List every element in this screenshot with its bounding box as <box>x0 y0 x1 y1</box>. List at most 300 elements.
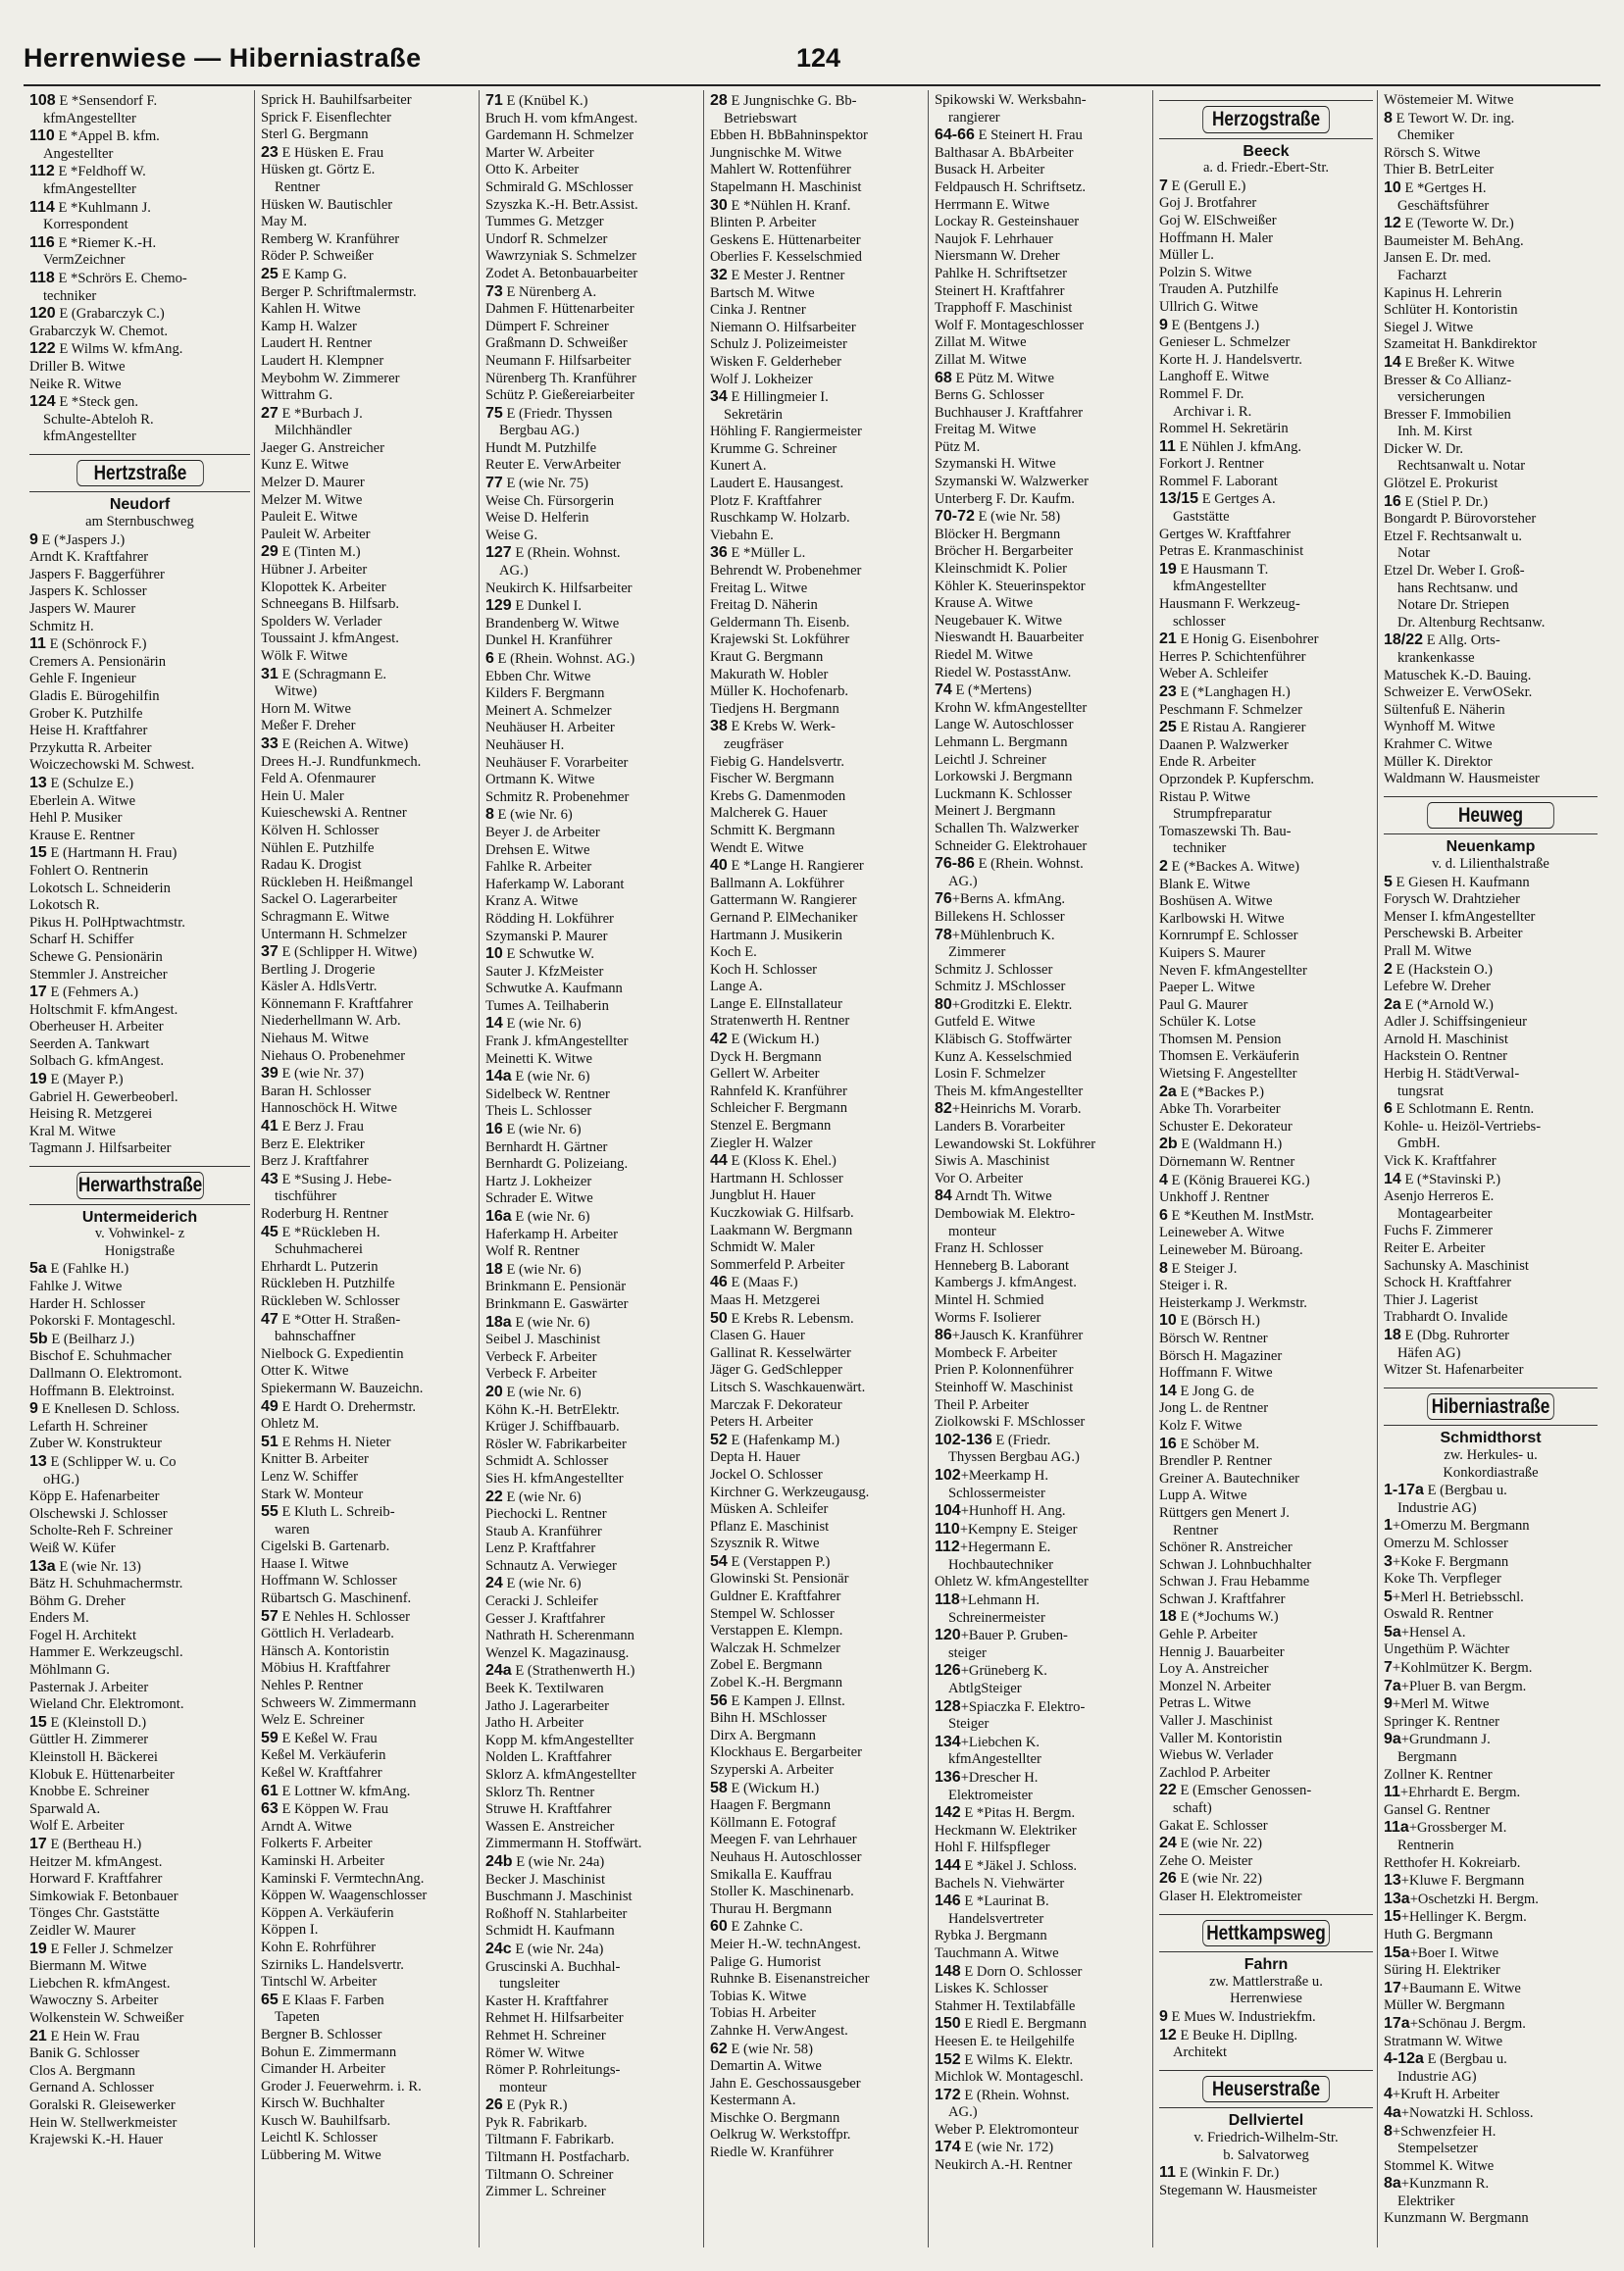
resident-entry: Tobias K. Witwe <box>710 1988 807 2004</box>
house-owner: E (wie Nr. 6) <box>502 1261 582 1278</box>
house-entry <box>29 775 250 793</box>
resident-entry: Szymanski H. Witwe <box>935 456 1056 473</box>
house-owner: E (Bergbau u. <box>1423 1483 1507 1499</box>
resident-entry: Eberlein A. Witwe <box>29 792 136 809</box>
house-owner: +Lehmann H. <box>959 1592 1040 1609</box>
resident-entry: Szysznik R. Witwe <box>710 1536 820 1552</box>
resident-entry: Tagmann J. Hilfsarbeiter <box>29 1140 172 1157</box>
continuation-line: techniker <box>1173 840 1227 857</box>
resident-entry: Michlok W. Montageschl. <box>935 2069 1084 2086</box>
house-number: 57 <box>261 1607 279 1625</box>
resident-entry: Oprzondek P. Kupferschm. <box>1159 771 1315 787</box>
house-number: 56 <box>710 1691 728 1709</box>
house-owner: E (wie Nr. 6) <box>511 1069 590 1085</box>
resident-entry: Neukirch A.-H. Rentner <box>935 2157 1073 2174</box>
resident-entry: Tomaszewski Th. Bau- <box>1159 823 1292 839</box>
continuation-line: Industrie AG) <box>1397 2068 1477 2085</box>
house-owner: E (Winkin F. Dr.) <box>1175 2165 1280 2182</box>
resident-entry: Scholte-Reh F. Schreiner <box>29 1523 173 1539</box>
house-entry <box>261 1608 475 1627</box>
continuation-line: Rentnerin <box>1397 1838 1454 1853</box>
resident-entry: Schallen Th. Walzwerker <box>935 820 1080 836</box>
resident-entry: Berz E. Elektriker <box>261 1136 365 1152</box>
resident-entry: Wolf F. Montageschlosser <box>935 317 1085 333</box>
continuation-line: Sekretärin <box>724 406 783 423</box>
resident-entry: Ungethüm P. Wächter <box>1384 1641 1510 1658</box>
resident-entry: Schmitt K. Bergmann <box>710 822 836 838</box>
house-number: 9a <box>1384 1731 1401 1748</box>
house-entry <box>29 340 250 359</box>
continuation-line: kfmAngestellter <box>43 429 136 445</box>
house-owner: E *Jäkel J. Schloss. <box>960 1857 1078 1874</box>
house-entry <box>1159 1782 1373 1800</box>
resident-entry: Kolz F. Witwe <box>1159 1417 1243 1434</box>
resident-entry: Jahn E. Geschossausgeber <box>710 2075 861 2092</box>
house-owner: +Heinrichs M. Vorarb. <box>951 1101 1082 1118</box>
house-number: 11 <box>1159 437 1176 455</box>
house-owner: E *Gertges H. <box>1400 179 1487 196</box>
resident-entry: Otto K. Arbeiter <box>485 162 580 178</box>
resident-entry: Klobuk E. Hüttenarbeiter <box>29 1766 175 1783</box>
resident-entry: Buchhauser J. Kraftfahrer <box>935 404 1084 421</box>
resident-entry: Undorf R. Schmelzer <box>485 230 608 247</box>
house-number: 14 <box>1384 1170 1401 1187</box>
house-entry <box>261 1434 475 1452</box>
house-entry <box>1384 493 1598 512</box>
resident-entry: Fohlert O. Rentnerin <box>29 862 149 879</box>
resident-entry: Bergner B. Schlosser <box>261 2026 382 2043</box>
resident-entry: Hackstein O. Rentner <box>1384 1048 1508 1065</box>
house-owner: E Tewort W. Dr. ing. <box>1392 110 1515 126</box>
house-entry <box>29 1836 250 1854</box>
resident-entry: Weise G. <box>485 527 538 543</box>
street-location-note: Herrenwiese <box>1230 1991 1302 2007</box>
resident-entry: Etzel Dr. Weber I. Groß- <box>1384 563 1525 580</box>
house-number: 4 <box>1384 2086 1393 2103</box>
resident-entry: Sies H. kfmAngestellter <box>485 1470 624 1487</box>
street-heading <box>1384 796 1598 835</box>
house-owner: E *Pitas H. Bergm. <box>960 1805 1076 1822</box>
street-heading <box>1159 2070 1373 2109</box>
resident-entry: Forysch W. Drahtzieher <box>1384 891 1521 908</box>
street-location-note: zw. Mattlerstraße u. <box>1209 1973 1323 1990</box>
house-number: 2a <box>1159 1083 1177 1100</box>
resident-entry: Mischke O. Bergmann <box>710 2109 840 2126</box>
resident-entry: Schmidt A. Schlosser <box>485 1453 609 1470</box>
resident-entry: Spiekermann W. Bauzeichn. <box>261 1380 424 1396</box>
resident-entry: Lenz W. Schiffer <box>261 1468 359 1485</box>
house-number: 14 <box>485 1015 503 1033</box>
house-entry <box>1384 2123 1598 2142</box>
resident-entry: Schmidt H. Kaufmann <box>485 1923 615 1940</box>
resident-entry: Hohl F. Hilfspfleger <box>935 1840 1050 1856</box>
resident-entry: Könnemann F. Kraftfahrer <box>261 995 413 1012</box>
continuation-line: Betriebswart <box>724 110 797 126</box>
resident-entry: Weise Ch. Fürsorgerin <box>485 492 615 509</box>
continuation-line: Steiger <box>948 1716 990 1733</box>
resident-entry: Jungblut H. Hauer <box>710 1187 816 1204</box>
resident-entry: Jatho J. Lagerarbeiter <box>485 1697 610 1714</box>
house-number: 19 <box>1159 560 1177 578</box>
resident-entry: Haferkamp W. Laborant <box>485 876 625 892</box>
resident-entry: Freitag M. Witwe <box>935 422 1037 438</box>
resident-entry: Frank J. kfmAngestellter <box>485 1034 629 1050</box>
house-entry <box>261 1730 475 1748</box>
house-owner: E (Teworte W. Dr.) <box>1400 216 1514 232</box>
house-entry <box>485 650 699 669</box>
house-number: 70-72 <box>935 508 975 526</box>
house-number: 120 <box>935 1627 961 1644</box>
house-owner: +Mühlenbruch K. <box>951 927 1055 943</box>
resident-entry: Gesser J. Kraftfahrer <box>485 1610 605 1627</box>
resident-entry: Busack H. Arbeiter <box>935 162 1045 178</box>
resident-entry: Sterl G. Bergmann <box>261 126 369 143</box>
resident-entry: Ohletz M. <box>261 1416 320 1433</box>
resident-entry: Mintel H. Schmied <box>935 1291 1044 1308</box>
resident-entry: Verbeck F. Arbeiter <box>485 1366 597 1383</box>
house-owner: E Breßer K. Witwe <box>1400 354 1515 371</box>
house-owner: E *Appel B. kfm. <box>54 128 160 145</box>
house-entry <box>485 92 699 111</box>
resident-entry: Bernhardt G. Polizeiang. <box>485 1156 629 1173</box>
resident-entry: Pokorski F. Montageschl. <box>29 1313 176 1330</box>
continuation-line: kfmAngestellter <box>43 180 136 197</box>
resident-entry: Börsch W. Rentner <box>1159 1330 1268 1346</box>
resident-entry: Meinert A. Schmelzer <box>485 702 612 719</box>
resident-entry: Jockel O. Schlosser <box>710 1466 823 1483</box>
resident-entry: Dallmann O. Elektromont. <box>29 1365 182 1382</box>
resident-entry: Demartin A. Witwe <box>710 2058 822 2075</box>
house-number: 6 <box>1159 1206 1168 1224</box>
resident-entry: Schmitz J. Schlosser <box>935 961 1053 978</box>
continuation-line: tischführer <box>275 1188 337 1205</box>
resident-entry: Liskes K. Schlosser <box>935 1981 1048 1997</box>
house-entry <box>261 1800 475 1819</box>
continuation-line: Milchhändler <box>275 423 352 439</box>
resident-entry: Bätz H. Schuhmachermstr. <box>29 1576 183 1592</box>
house-owner: E (Tinten M.) <box>278 544 361 561</box>
house-number: 13a <box>29 1557 56 1575</box>
resident-entry: Brinkmann E. Gaswärter <box>485 1295 629 1312</box>
house-entry <box>485 1575 699 1593</box>
house-owner: E Beuke H. Dipllng. <box>1176 2027 1298 2044</box>
house-number: 120 <box>29 305 56 323</box>
resident-entry: Schwan J. Frau Hebamme <box>1159 1574 1310 1590</box>
resident-entry: Zahnke H. VerwAngest. <box>710 2022 848 2039</box>
resident-entry: Wolf J. Lokheizer <box>710 371 813 387</box>
house-number: 17a <box>1384 2014 1410 2032</box>
house-number: 18/22 <box>1384 631 1424 649</box>
resident-entry: Menser I. kfmAngestellter <box>1384 908 1536 925</box>
resident-entry: Kleinstoll H. Bäckerei <box>29 1749 158 1766</box>
house-owner: E (Bergbau u. <box>1423 2051 1507 2068</box>
house-owner: E (Grabarczyk C.) <box>55 306 165 323</box>
resident-entry: Bertling J. Drogerie <box>261 961 376 978</box>
house-owner: E (Fahlke H.) <box>46 1261 129 1278</box>
resident-entry: Tönges Chr. Gaststätte <box>29 1905 160 1922</box>
resident-entry: Behrendt W. Probenehmer <box>710 563 862 580</box>
resident-entry: Biermann M. Witwe <box>29 1958 147 1975</box>
house-entry <box>485 806 699 825</box>
street-location-note: v. Vohwinkel- z <box>94 1226 185 1242</box>
resident-entry: Herrmann E. Witwe <box>935 196 1050 213</box>
resident-entry: Gellert W. Arbeiter <box>710 1066 820 1083</box>
house-owner: E Nühlen J. kfmAng. <box>1175 438 1302 455</box>
resident-entry: Kilders F. Bergmann <box>485 685 605 702</box>
resident-entry: Schneegans B. Hilfsarb. <box>261 596 400 613</box>
resident-entry: Lange W. Autoschlosser <box>935 717 1074 733</box>
resident-entry: Ehrhardt L. Putzerin <box>261 1258 379 1275</box>
resident-entry: Lockay R. Gesteinshauer <box>935 214 1080 230</box>
resident-entry: Arndt K. Kraftfahrer <box>29 549 149 566</box>
resident-entry: Trapphoff F. Maschinist <box>935 300 1073 317</box>
resident-entry: Feld A. Ofenmaurer <box>261 771 377 787</box>
resident-entry: Neukirch K. Hilfsarbeiter <box>485 580 633 596</box>
resident-entry: Koke Th. Verpfleger <box>1384 1571 1501 1588</box>
house-number: 112 <box>935 1539 960 1556</box>
house-entry <box>935 1892 1148 1911</box>
house-number: 12 <box>1159 2026 1177 2044</box>
house-entry <box>1384 1980 1598 1998</box>
resident-entry: Stempel W. Schlosser <box>710 1605 835 1622</box>
resident-entry: Köhn K.-H. BetrElektr. <box>485 1401 620 1418</box>
house-entry <box>29 2028 250 2046</box>
street-name: Hertzstraße <box>76 460 204 487</box>
resident-entry: Schwan J. Lohnbuchhalter <box>1159 1556 1312 1573</box>
house-owner: E *Keuthen M. InstMstr. <box>1167 1207 1315 1224</box>
resident-entry: Kornrumpf E. Schlosser <box>1159 928 1298 944</box>
house-entry <box>261 266 475 284</box>
house-entry <box>261 1503 475 1522</box>
house-owner: E Schlotmann E. Rentn. <box>1392 1101 1535 1118</box>
house-entry <box>1159 438 1373 457</box>
resident-entry: Remberg W. Kranführer <box>261 230 400 247</box>
house-owner: E *Steck gen. <box>55 394 139 411</box>
house-owner: E Honig G. Eisenbohrer <box>1176 631 1319 648</box>
resident-entry: Niehaus O. Probenehmer <box>261 1047 406 1064</box>
house-entry <box>261 1398 475 1417</box>
house-number: 2a <box>1384 995 1401 1013</box>
resident-entry: Stommel K. Witwe <box>1384 2157 1495 2174</box>
resident-entry: Bresser & Co Allianz- <box>1384 372 1512 388</box>
house-number: 8 <box>1159 1259 1168 1277</box>
resident-entry: Struwe H. Kraftfahrer <box>485 1801 612 1818</box>
house-entry <box>1159 1172 1373 1190</box>
house-entry <box>935 1698 1148 1717</box>
resident-entry: Siegel J. Witwe <box>1384 319 1474 335</box>
resident-entry: Tumes A. Teilhaberin <box>485 997 609 1014</box>
house-owner: +Grossberger M. <box>1408 1820 1507 1837</box>
resident-entry: Peschmann F. Schmelzer <box>1159 701 1302 718</box>
resident-entry: Müller W. Bergmann <box>1384 1997 1505 2014</box>
resident-entry: Zimmer L. Schreiner <box>485 2184 606 2200</box>
resident-entry: Jong L. de Rentner <box>1159 1400 1269 1417</box>
house-entry <box>485 544 699 563</box>
resident-entry: Tauchmann A. Witwe <box>935 1944 1059 1961</box>
house-entry <box>485 1853 699 1872</box>
house-entry <box>261 543 475 562</box>
continuation-line: Notar <box>1397 545 1431 562</box>
resident-entry: Langhoff E. Witwe <box>1159 369 1269 385</box>
house-number: 1 <box>1384 1517 1393 1535</box>
house-entry <box>485 597 699 616</box>
resident-entry: Kirsch W. Buchhalter <box>261 2095 385 2112</box>
resident-entry: Viebahn E. <box>710 527 774 543</box>
resident-entry: Szameitat H. Bankdirektor <box>1384 336 1538 353</box>
house-number: 118 <box>935 1591 960 1609</box>
house-entry <box>935 855 1148 874</box>
continuation-line: kfmAngestellter <box>948 1751 1041 1768</box>
resident-entry: Rörsch S. Witwe <box>1384 144 1481 161</box>
house-entry <box>710 267 924 285</box>
resident-entry: Riedle W. Kranführer <box>710 2145 835 2161</box>
house-number: 148 <box>935 1962 961 1980</box>
resident-entry: Neuhaus H. Autoschlosser <box>710 1848 862 1865</box>
house-number: 26 <box>485 2096 503 2114</box>
house-number: 60 <box>710 1918 728 1936</box>
resident-entry: Genieser L. Schmelzer <box>1159 334 1291 351</box>
resident-entry: Theil P. Arbeiter <box>935 1396 1030 1413</box>
resident-entry: Driller B. Witwe <box>29 358 126 375</box>
house-number: 38 <box>710 718 728 735</box>
resident-entry: Ballmann A. Lokführer <box>710 875 844 891</box>
house-number: 22 <box>1159 1782 1177 1799</box>
resident-entry: Bohun E. Zimmermann <box>261 2044 397 2060</box>
house-number: 51 <box>261 1433 279 1450</box>
house-entry <box>1159 177 1373 196</box>
continuation-line: Rentner <box>1173 1522 1219 1539</box>
resident-entry: Theis L. Schlosser <box>485 1103 592 1120</box>
house-entry <box>935 2015 1148 2034</box>
resident-entry: Schragmann E. Witwe <box>261 908 389 925</box>
resident-entry: Welz E. Schreiner <box>261 1712 365 1729</box>
house-owner: E (*Arnold W.) <box>1400 996 1494 1013</box>
resident-entry: Schüler K. Lotse <box>1159 1014 1256 1031</box>
resident-entry: Spikowski W. Werksbahn- <box>935 92 1087 108</box>
house-number: 55 <box>261 1503 279 1521</box>
house-owner: E Lottner W. kfmAng. <box>278 1783 411 1799</box>
street-name: Heuweg <box>1427 802 1554 830</box>
resident-entry: Henneberg B. Laborant <box>935 1257 1070 1274</box>
resident-entry: Kusch W. Bauhilfsarb. <box>261 2112 391 2129</box>
resident-entry: Haferkamp H. Arbeiter <box>485 1226 618 1242</box>
house-number: 15 <box>29 1713 47 1731</box>
house-owner: E (wie Nr. 37) <box>278 1066 364 1083</box>
resident-entry: Gattermann W. Rangierer <box>710 892 857 909</box>
house-number: 16 <box>485 1121 503 1138</box>
house-entry <box>1384 1100 1598 1119</box>
house-entry <box>935 1502 1148 1521</box>
resident-entry: Ebben H. BbBahninspektor <box>710 127 868 144</box>
resident-entry: Koch E. <box>710 944 757 961</box>
house-number: 5 <box>1384 1588 1393 1605</box>
house-number: 9 <box>29 1400 38 1418</box>
house-number: 63 <box>261 1800 279 1818</box>
resident-entry: Zehe O. Meister <box>1159 1852 1253 1869</box>
house-owner: E (Wickum H.) <box>727 1032 820 1048</box>
resident-entry: Losin F. Schmelzer <box>935 1066 1045 1083</box>
house-owner: E Köppen W. Frau <box>278 1801 389 1818</box>
resident-entry: Lange E. ElInstallateur <box>710 995 842 1012</box>
house-number: 6 <box>1384 1100 1393 1118</box>
resident-entry: Landers B. Vorarbeiter <box>935 1119 1065 1136</box>
resident-entry: Haase I. Witwe <box>261 1555 349 1572</box>
house-entry <box>261 1311 475 1330</box>
house-owner: E Wilms K. Elektr. <box>960 2051 1073 2068</box>
resident-entry: Sidelbeck W. Rentner <box>485 1085 610 1102</box>
house-entry <box>1384 874 1598 892</box>
house-owner: +Liebchen K. <box>960 1734 1040 1750</box>
house-entry <box>1384 215 1598 233</box>
house-owner: E (Schönrock F.) <box>45 636 147 653</box>
house-entry <box>1384 1944 1598 1963</box>
resident-entry: Brendler P. Rentner <box>1159 1453 1272 1470</box>
house-owner: +Spiaczka F. Elektro- <box>960 1698 1086 1715</box>
house-entry <box>710 1918 924 1937</box>
house-entry <box>485 2096 699 2115</box>
resident-entry: Monzel N. Arbeiter <box>1159 1678 1271 1694</box>
house-owner: +Kruft H. Arbeiter <box>1392 2087 1500 2103</box>
resident-entry: Zobel E. Bergmann <box>710 1657 823 1674</box>
resident-entry: Schütz P. Gießereiarbeiter <box>485 387 634 404</box>
resident-entry: Tiltmann O. Schreiner <box>485 2166 614 2183</box>
resident-entry: Arnold H. Maschinist <box>1384 1031 1508 1047</box>
house-number: 64-66 <box>935 126 975 144</box>
resident-entry: Müsken A. Schleifer <box>710 1501 829 1518</box>
house-owner: +Pluer B. van Bergm. <box>1400 1678 1527 1694</box>
house-entry <box>1384 1659 1598 1678</box>
resident-entry: Kambergs J. kfmAngest. <box>935 1275 1077 1291</box>
house-number: 76 <box>935 890 952 908</box>
resident-entry: Pyk R. Fabrikarb. <box>485 2114 587 2131</box>
resident-entry: Toussaint J. kfmAngest. <box>261 631 399 647</box>
resident-entry: Karlbowski H. Witwe <box>1159 910 1285 927</box>
house-number: 122 <box>29 340 56 358</box>
resident-entry: Forkort J. Rentner <box>1159 456 1264 473</box>
house-number: 126 <box>935 1662 961 1680</box>
house-owner: E Berz J. Frau <box>278 1119 364 1136</box>
resident-entry: Knitter B. Arbeiter <box>261 1451 369 1468</box>
house-number: 42 <box>710 1031 728 1048</box>
house-number: 28 <box>710 92 728 109</box>
resident-entry: Neuhäuser F. Vorarbeiter <box>485 754 629 771</box>
resident-entry: Beek K. Textilwaren <box>485 1681 604 1697</box>
house-entry <box>1384 1891 1598 1909</box>
house-number: 62 <box>710 2040 728 2057</box>
continuation-line: hans Rechtsanw. und <box>1397 580 1518 596</box>
resident-entry: Meinert J. Bergmann <box>935 803 1056 820</box>
house-owner: E (wie Nr. 75) <box>502 476 588 492</box>
house-entry <box>29 1941 250 1959</box>
house-number: 68 <box>935 369 952 386</box>
house-number: 110 <box>935 1520 960 1538</box>
resident-entry: Thomsen M. Pension <box>1159 1031 1282 1047</box>
house-number: 9 <box>29 530 38 548</box>
resident-entry: Peters H. Arbeiter <box>710 1414 813 1431</box>
house-owner: E Kamp G. <box>278 266 347 282</box>
house-owner: E (Emscher Genossen- <box>1176 1783 1312 1799</box>
house-number: 80 <box>935 995 952 1013</box>
resident-entry: Niersmann W. Dreher <box>935 248 1060 265</box>
house-number: 16 <box>1384 492 1401 510</box>
resident-entry: Dirx A. Bergmann <box>710 1727 816 1743</box>
house-entry <box>261 144 475 163</box>
house-entry <box>485 1208 699 1227</box>
resident-entry: Reiter E. Arbeiter <box>1384 1240 1486 1256</box>
resident-entry: Jaspers W. Maurer <box>29 601 136 618</box>
resident-entry: Tiedjens H. Bergmann <box>710 700 839 717</box>
resident-entry: Meßer F. Dreher <box>261 718 356 734</box>
